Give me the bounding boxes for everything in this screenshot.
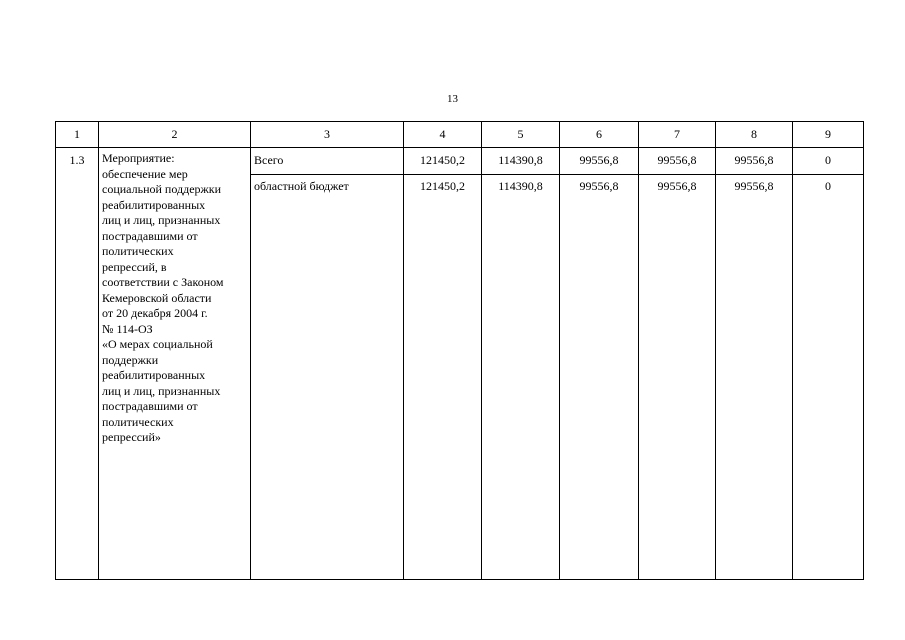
page-number: 13 xyxy=(447,93,458,105)
description-line: политических xyxy=(102,414,174,429)
value-cell: 0 xyxy=(793,148,864,175)
description-line: Кемеровской области xyxy=(102,290,212,305)
value-cell: 99556,8 xyxy=(716,148,793,175)
description-line: реабилитированных xyxy=(102,368,206,382)
description-line: пострадавшими от xyxy=(102,228,198,243)
value-cell: 121450,2 xyxy=(404,148,482,175)
value-cell: 99556,8 xyxy=(560,175,639,580)
item-description xyxy=(99,148,251,580)
column-header: 9 xyxy=(793,122,864,148)
value-cell: 99556,8 xyxy=(639,175,716,580)
column-header: 2 xyxy=(99,122,251,148)
description-line: репрессий, в xyxy=(102,259,167,274)
description-line: лиц и лиц, признанных xyxy=(102,383,221,398)
column-header: 1 xyxy=(56,122,99,148)
column-header: 5 xyxy=(482,122,560,148)
description-line: лиц и лиц, признанных xyxy=(102,213,221,227)
description-line: соответствии с Законом xyxy=(102,275,224,289)
value-cell: 114390,8 xyxy=(482,175,560,580)
description-line: от 20 декабря 2004 г. xyxy=(102,306,208,320)
description-line: пострадавшими от xyxy=(102,399,198,413)
value-cell: 99556,8 xyxy=(560,148,639,175)
description-line: Мероприятие: xyxy=(102,151,175,165)
column-header: 4 xyxy=(404,122,482,148)
value-cell: 114390,8 xyxy=(482,148,560,175)
description-line: № 114-ОЗ xyxy=(102,321,153,336)
value-cell: 121450,2 xyxy=(404,175,482,580)
column-header: 3 xyxy=(251,122,404,148)
description-line: обеспечение мер xyxy=(102,166,188,181)
program-measures-table xyxy=(55,121,864,580)
value-cell: 99556,8 xyxy=(639,148,716,175)
column-header: 7 xyxy=(639,122,716,148)
item-number xyxy=(56,148,99,580)
funding-source: областной бюджет xyxy=(251,175,404,580)
description-line: реабилитированных xyxy=(102,197,206,212)
description-line: репрессий» xyxy=(102,430,161,444)
value-cell: 0 xyxy=(793,175,864,580)
description-line: социальной поддержки xyxy=(102,182,222,196)
description-line: поддержки xyxy=(102,352,159,367)
funding-source: Всего xyxy=(251,148,404,175)
table-header-row xyxy=(56,122,864,148)
description-line: политических xyxy=(102,244,174,258)
column-header: 6 xyxy=(560,122,639,148)
table-row xyxy=(56,148,864,175)
description-line: «О мерах социальной xyxy=(102,337,213,351)
item-number-text: 1.3 xyxy=(69,153,85,167)
value-cell: 99556,8 xyxy=(716,175,793,580)
column-header: 8 xyxy=(716,122,793,148)
